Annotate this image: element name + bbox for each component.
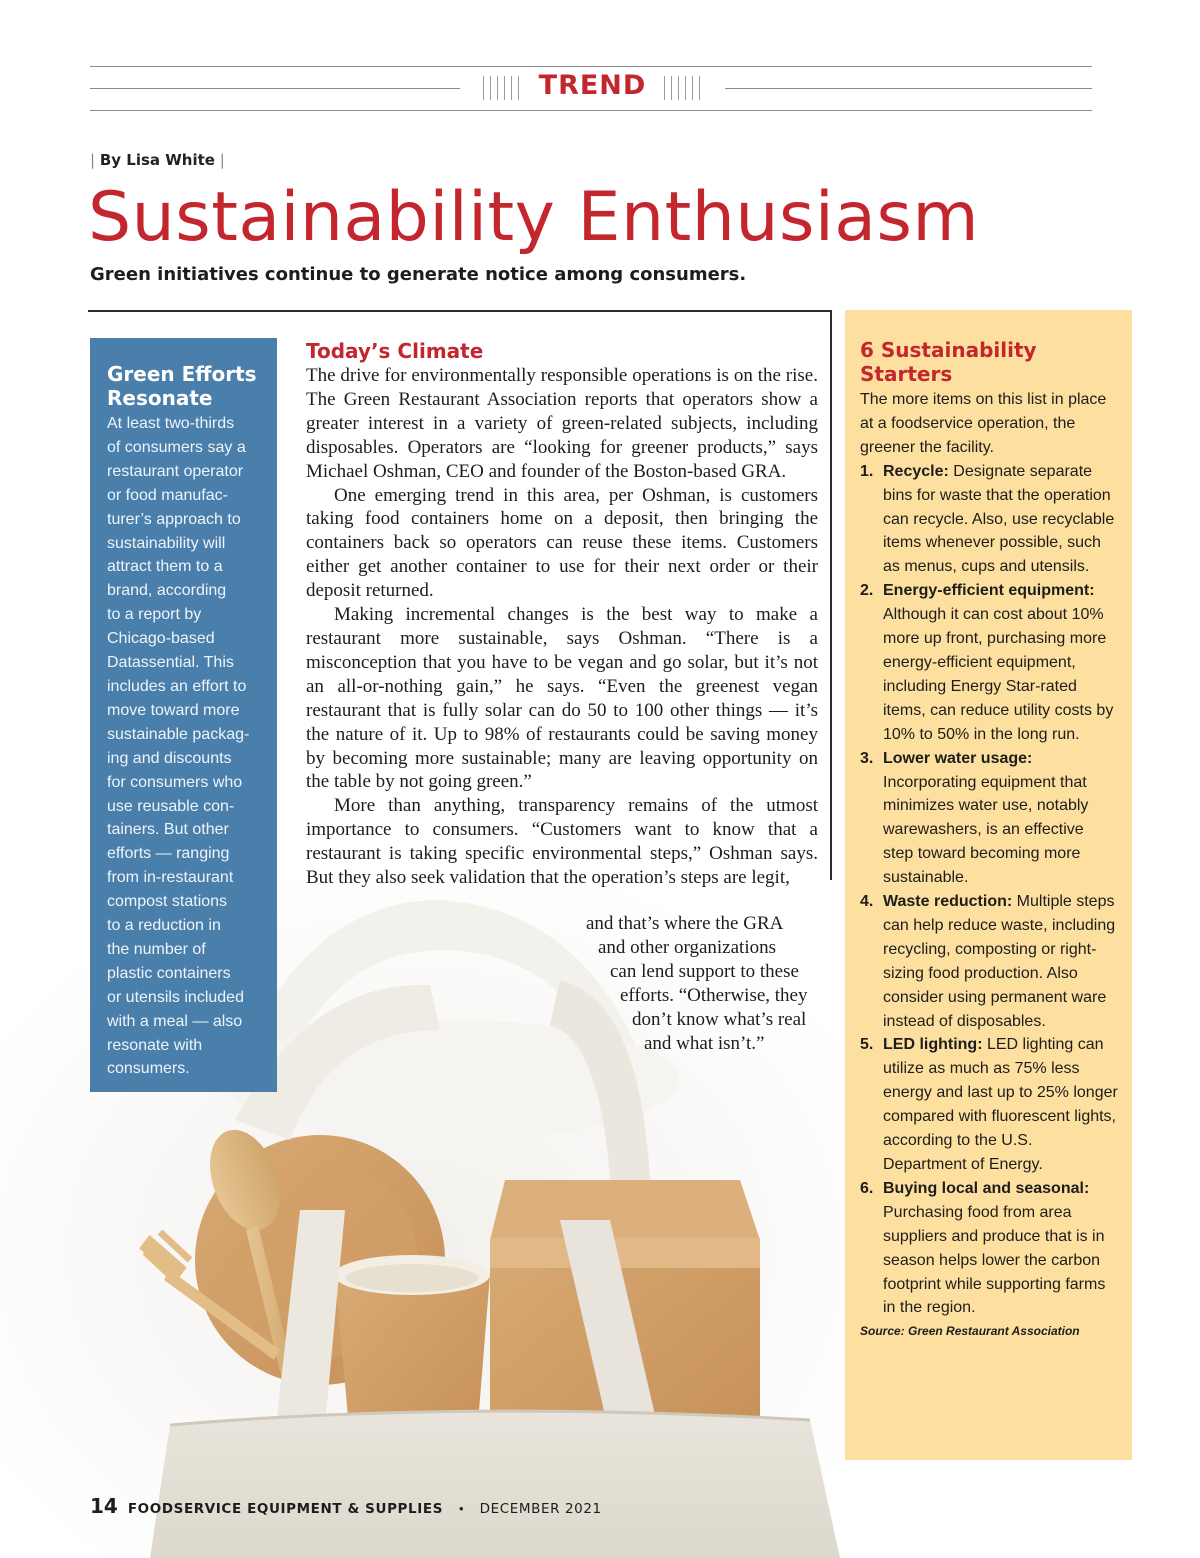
article-paragraph: One emerging trend in this area, per Oshman, is customers taking food containers home on a deposit, then bringing the containers back so operators can reuse these items. Customers either get another container to use for their next order or their deposit returned. <box>306 484 818 602</box>
item-text: Incorporating equipment that minimizes water use, notably warewashers, is an effective step toward becoming more sustainable. <box>883 773 1089 887</box>
article-tail-line: and other organizations <box>598 937 776 958</box>
header-ticks-right <box>664 76 700 100</box>
sidebar-line: or utensils included <box>107 988 244 1006</box>
item-number: 3. <box>860 749 874 767</box>
sidebar-line: for consumers who <box>107 773 243 791</box>
article-tail-line: and what isn’t.” <box>644 1033 765 1054</box>
publication-name: FOODSERVICE EQUIPMENT & SUPPLIES <box>127 1501 444 1517</box>
item-text: LED lighting can utilize as much as 75% less energy and last up to 25% longer compared with fluorescent lights, according to the U.S. Department of Energy. <box>883 1036 1118 1173</box>
byline-prefix: | <box>90 151 100 169</box>
sidebar-line: ing and discounts <box>107 749 232 767</box>
article-tail-line: and that’s where the GRA <box>586 913 784 934</box>
item-label: Waste reduction: <box>883 893 1013 911</box>
article-tail-line: don’t know what’s real <box>632 1009 807 1030</box>
sidebar-line: use reusable con- <box>107 797 235 815</box>
header-rule-top <box>90 66 1092 67</box>
sidebar-line: to a report by <box>107 606 202 624</box>
article-body <box>306 338 818 890</box>
item-label: Recycle: <box>883 462 949 480</box>
item-number: 6. <box>860 1179 874 1197</box>
list-item <box>860 579 1118 746</box>
article-deck: Green initiatives continue to generate notice among consumers. <box>90 264 747 285</box>
sidebar-line: At least two-thirds <box>107 415 235 432</box>
byline <box>90 151 225 169</box>
sidebar-line: tainers. But other <box>107 821 229 839</box>
list-item <box>860 747 1118 890</box>
column-rule-horizontal <box>88 310 832 312</box>
starters-intro: The more items on this list in place at a foodservice operation, the greener the facility. <box>860 391 1107 456</box>
list-item <box>860 460 1118 580</box>
article-text <box>306 364 818 890</box>
byline-author: By Lisa White <box>99 151 215 169</box>
section-label: TREND <box>538 70 647 101</box>
sidebar-line: consumers. <box>107 1060 190 1078</box>
article-title: Sustainability Enthusiasm <box>88 178 980 257</box>
page-number: 14 <box>90 1494 118 1518</box>
sidebar-line: resonate with <box>107 1036 203 1054</box>
item-number: 4. <box>860 893 874 911</box>
sidebar-line: plastic containers <box>107 964 231 982</box>
item-label: LED lighting: <box>883 1036 983 1054</box>
header-rule-bottom <box>90 110 1092 111</box>
sidebar-line: sustainable packag- <box>107 725 250 743</box>
sidebar-line: compost stations <box>107 893 228 911</box>
article-paragraph: The drive for environmentally responsible operations is on the rise. The Green Restaurant Association reports that operators show a greater interest in a variety of green-related subjects, including disposables. Operators are “looking for greener products,” says Michael Oshman, CEO and founder of the Boston-based GRA. <box>306 365 818 482</box>
header-rule-right <box>725 88 1092 89</box>
sidebar-line: with a meal — also <box>107 1012 243 1030</box>
item-number: 5. <box>860 1036 874 1054</box>
sidebar-green-efforts <box>90 338 277 1092</box>
item-text: Although it can cost about 10% more up front, purchasing more energy-efficient equipment, including Energy Star-rated items, can reduce utility costs by 10% to 50% in the long run. <box>883 606 1114 743</box>
sidebar-line: Chicago-based <box>107 630 215 648</box>
issue-date: DECEMBER 2021 <box>479 1501 602 1517</box>
source-credit: Source: Green Restaurant Association <box>860 1324 1080 1339</box>
sidebar-line: to a reduction in <box>107 917 221 935</box>
sidebar-sustainability-starters <box>845 310 1132 1460</box>
list-item <box>860 1177 1118 1320</box>
sidebar-line: turer’s approach to <box>107 510 241 528</box>
header-ticks-left <box>483 76 519 100</box>
item-label: Lower water usage: <box>883 749 1033 767</box>
article-tail-line: can lend support to these <box>610 961 799 982</box>
item-text: Purchasing food from area suppliers and produce that is in season helps lower the carbon footprint while supporting farms in the region. <box>883 1203 1106 1317</box>
sidebar-line: restaurant operator <box>107 462 244 480</box>
sidebar-line: the number of <box>107 940 206 958</box>
sidebar-line: efforts — ranging <box>107 845 230 863</box>
item-number: 2. <box>860 582 874 600</box>
sidebar-line: brand, according <box>107 582 227 600</box>
item-label: Energy-efficient equipment: <box>883 582 1095 600</box>
header-rule-left <box>90 88 460 89</box>
item-text: Designate separate bins for waste that the operation can recycle. Also, use recyclable items whenever possible, such as menus, cups and utensils. <box>883 462 1115 576</box>
byline-suffix: | <box>214 151 225 169</box>
sidebar-heading: Green Efforts Resonate <box>107 362 257 410</box>
starters-list <box>860 460 1118 1321</box>
article-paragraph: Making incremental changes is the best way to make a restaurant more sustainable, says Oshman. “There is a misconception that you have to be vegan and go solar, but it’s not an all-or-nothing gain,” he says. “Even the greenest vegan restaurant that is fully solar can do 50 to 100 other things — it’s the nature of it. Up to 98% of restaurants could be saving money by becoming more sustainable; many are leaving opportunity on the table by not going green.” <box>306 604 818 793</box>
footer-separator: • <box>459 1501 464 1516</box>
article-paragraph: More than anything, transparency remains of the utmost importance to consumers. “Customers want to know that a restaurant is taking specific environmental steps,” Oshman says. But they also seek validation that the operation’s steps are legit, <box>306 795 818 889</box>
list-item <box>860 1033 1118 1176</box>
sidebar-line: move toward more <box>107 701 240 719</box>
list-item <box>860 890 1118 1033</box>
sidebar-line: attract them to a <box>107 558 223 576</box>
sidebar-line: of consumers say a <box>107 438 246 456</box>
item-number: 1. <box>860 462 874 480</box>
sidebar-line: sustainability will <box>107 534 226 552</box>
item-text: Multiple steps can help reduce waste, including recycling, composting or right-sizing food production. Also consider using permanent ware instead of disposables. <box>883 893 1116 1030</box>
item-label: Buying local and seasonal: <box>883 1179 1090 1197</box>
article-subheading: Today’s Climate <box>306 339 484 363</box>
sidebar-line: from in-restaurant <box>107 869 234 887</box>
sidebar-line: Datassential. This <box>107 654 234 672</box>
page-footer <box>90 1494 602 1518</box>
sidebar-line: includes an effort to <box>107 677 247 695</box>
sidebar-line: or food manufac- <box>107 486 228 504</box>
sidebar-body <box>107 412 265 1081</box>
article-tail-line: efforts. “Otherwise, they <box>620 985 808 1006</box>
starters-heading: 6 Sustainability Starters <box>860 338 1037 386</box>
